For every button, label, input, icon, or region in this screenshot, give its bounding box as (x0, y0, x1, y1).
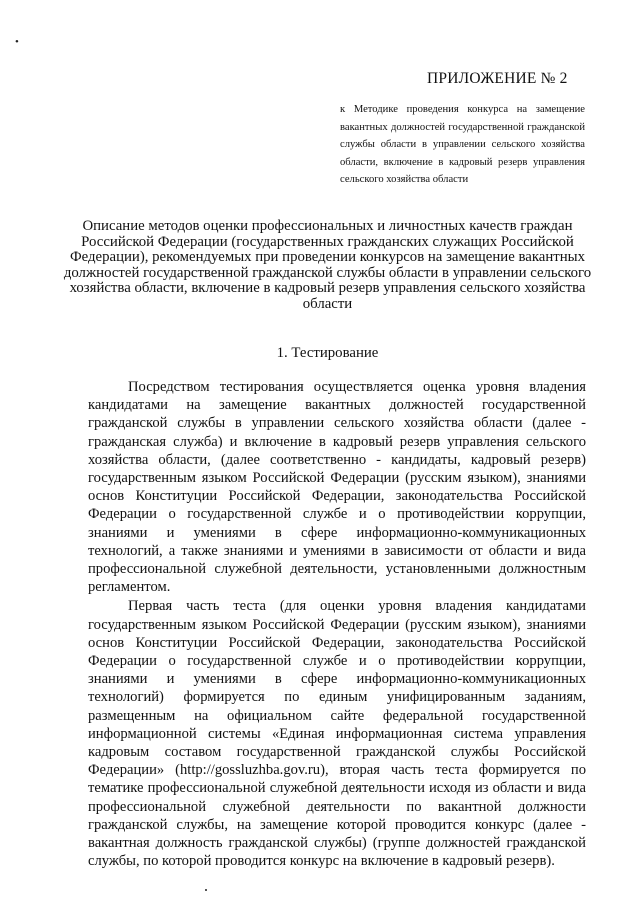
section-heading: 1. Тестирование (276, 345, 379, 361)
scan-artifact (205, 889, 207, 891)
appendix-title: ПРИЛОЖЕНИЕ № 2 (427, 70, 568, 87)
document-title: Описание методов оценки профессиональных и личностных качеств граждан Российской Федерации (государственных гражданских служащих Российской Федерации), рекомендуемых при проведении конкурсов на замещение вакантных должностей государственной гражданской службы области в управлении сельского хозяйства области, включение в кадровый резерв управления сельского хозяйства области (63, 218, 592, 312)
paragraph: Первая часть теста (для оценки уровня владения кандидатами государственным языком Российской Федерации (русским языком), знаниями основ Конституции Российской Федерации, законодательства Российской Федерации о государственной службе и о противодействии коррупции, знаниями и умениями в сфере информационно-коммуникационных технологий) формируется по единым унифицированным заданиям, размещенным на официальном сайте федеральной государственной информационной системы «Единая информационная система управления кадровым составом государственной гражданской службы Российской Федерации» (http://gossluzhba.gov.ru), вторая часть теста формируется по тематике профессиональной служебной деятельности исходя из области и вида профессиональной служебной деятельности по вакантной должности гражданской службы, на замещение которой проводится конкурс (далее - вакантная должность гражданской службы) (группе должностей гражданской службы, по которой проводится конкурс на включение в кадровый резерв). (88, 598, 586, 870)
scan-mark: • (15, 36, 19, 48)
document-body (88, 378, 586, 870)
paragraph: Посредством тестирования осуществляется оценка уровня владения кандидатами на замещение вакантных должностей государственной гражданской службы в управлении сельского хозяйства области (далее - гражданская служба) и включение в кадровый резерв управления сельского хозяйства области, (далее соответственно - кандидаты, кадровый резерв) государственным языком Российской Федерации (русским языком), знаниями основ Конституции Российской Федерации, законодательства Российской Федерации о государственной службе и о противодействии коррупции, знаниями и умениями в сфере информационно-коммуникационных технологий, а также знаниями и умениями в зависимости от области и вида профессиональной служебной деятельности, установленными должностным регламентом. (88, 379, 586, 596)
appendix-note: к Методике проведения конкурса на замещение вакантных должностей государственной гражданской службы области в управлении сельского хозяйства области, включение в кадровый резерв управления сельского хозяйства области (340, 104, 585, 186)
